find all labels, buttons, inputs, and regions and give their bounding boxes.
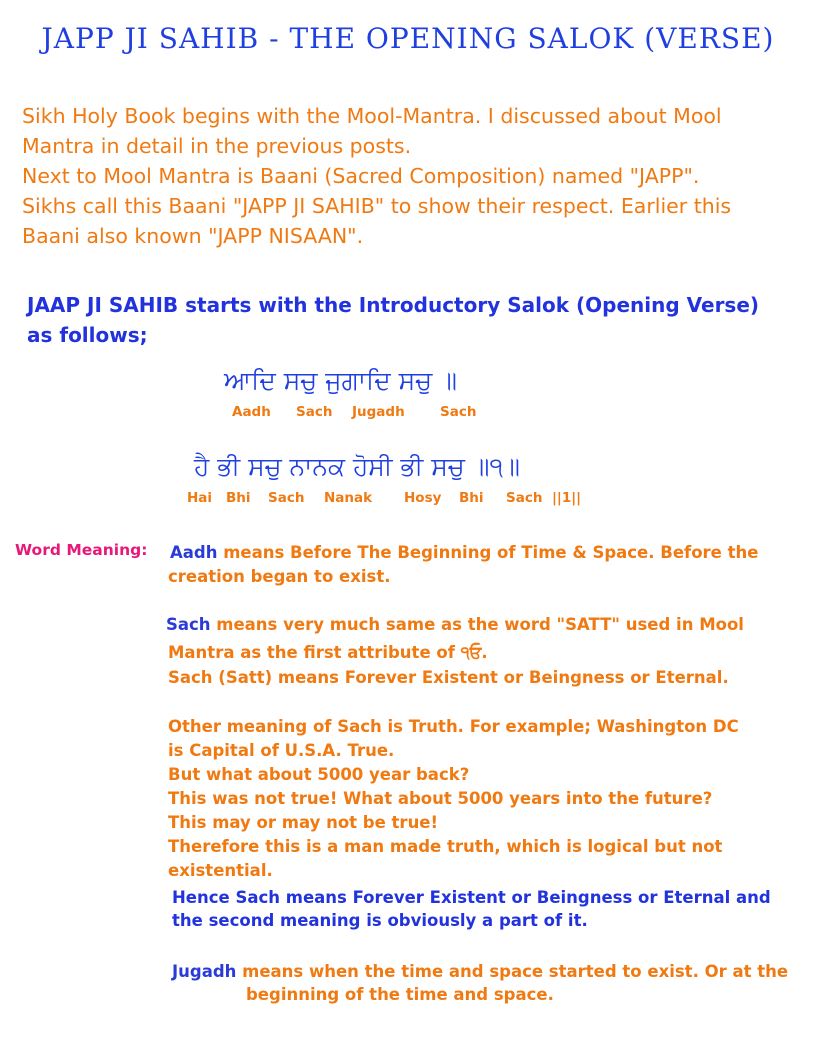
word-meaning-label: Word Meaning: <box>15 541 148 559</box>
intro-line: Next to Mool Mantra is Baani (Sacred Composition) named "JAPP". <box>22 164 700 188</box>
verse1-word: Aadh <box>232 404 271 420</box>
jugadh-meaning <box>172 960 788 984</box>
page-title: JAPP JI SAHIB - THE OPENING SALOK (VERSE) <box>41 22 775 55</box>
verse2-word: Bhi <box>226 490 251 506</box>
verse2-word: ||1|| <box>552 490 582 506</box>
verse1-word: Jugadh <box>352 404 405 420</box>
lead-paragraph <box>27 290 807 350</box>
intro-line: Sikh Holy Book begins with the Mool-Mantra. I discussed about Mool <box>22 104 722 128</box>
sach-keyword: Sach <box>166 615 211 634</box>
verse2-word: Sach <box>506 490 543 506</box>
aadh-meaning <box>170 541 758 565</box>
sach-meaning <box>166 613 744 637</box>
aadh-keyword: Aadh <box>170 543 218 562</box>
jugadh-text-2: beginning of the time and space. <box>246 985 554 1004</box>
verse1-gurmukhi: ਆਦਿ ਸਚੁ ਜੁਗਾਦਿ ਸਚੁ ॥ <box>224 366 457 395</box>
verse2-word: Hosy <box>404 490 442 506</box>
other-meaning-line: Therefore this is a man made truth, which is logical but not <box>168 837 723 856</box>
intro-paragraph <box>22 101 802 251</box>
intro-line: Sikhs call this Baani "JAPP JI SAHIB" to show their respect. Earlier this <box>22 194 732 218</box>
sach-text: means very much same as the word "SATT" used in Mool <box>210 615 744 634</box>
other-meaning-line: This was not true! What about 5000 years into the future? <box>168 789 713 808</box>
other-meaning-line: But what about 5000 year back? <box>168 765 470 784</box>
verse2-word: Nanak <box>324 490 373 506</box>
other-meaning-line: Other meaning of Sach is Truth. For example; Washington DC <box>168 717 739 736</box>
verse2-word: Bhi <box>459 490 484 506</box>
jugadh-keyword: Jugadh <box>172 962 237 981</box>
lead-line: as follows; <box>27 323 148 347</box>
intro-line: Mantra in detail in the previous posts. <box>22 134 412 158</box>
hence-line: the second meaning is obviously a part of it. <box>172 911 588 930</box>
jugadh-text: means when the time and space started to exist. Or at the <box>236 962 789 981</box>
aadh-text: means Before The Beginning of Time & Space. Before the <box>217 543 759 562</box>
other-meaning-line: This may or may not be true! <box>168 813 439 832</box>
verse1-word: Sach <box>296 404 333 420</box>
hence-line: Hence Sach means Forever Existent or Beingness or Eternal and <box>172 888 771 907</box>
lead-line: JAAP JI SAHIB starts with the Introductory Salok (Opening Verse) <box>27 293 760 317</box>
aadh-text-2: creation began to exist. <box>168 567 391 586</box>
verse2-word: Sach <box>268 490 305 506</box>
sach-text-3: Sach (Satt) means Forever Existent or Beingness or Eternal. <box>168 668 729 687</box>
sach-text-2: Mantra as the first attribute of ੧ਓ. <box>168 643 488 662</box>
verse2-word: Hai <box>187 490 213 506</box>
intro-line: Baani also known "JAPP NISAAN". <box>22 224 364 248</box>
other-meaning-line: is Capital of U.S.A. True. <box>168 741 395 760</box>
verse2-gurmukhi: ਹੈ ਭੀ ਸਚੁ ਨਾਨਕ ਹੋਸੀ ਭੀ ਸਚੁ ॥੧॥ <box>194 452 520 481</box>
other-meaning-line: existential. <box>168 861 273 880</box>
verse1-word: Sach <box>440 404 477 420</box>
